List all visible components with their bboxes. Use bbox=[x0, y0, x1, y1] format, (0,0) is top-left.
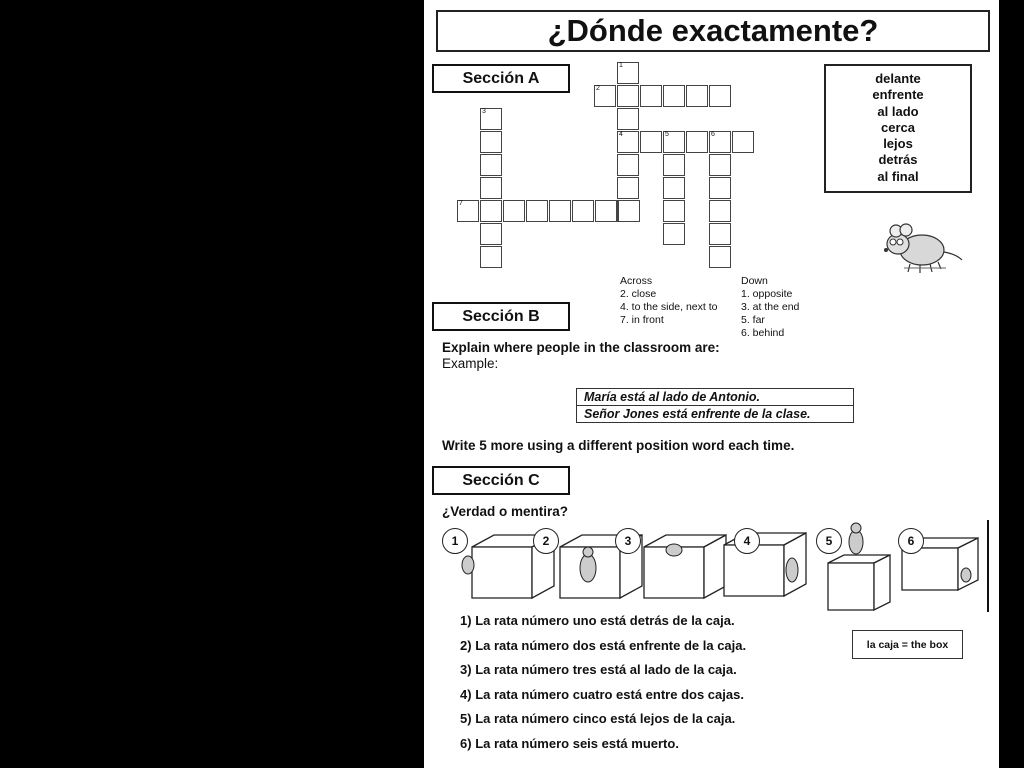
crossword-cell bbox=[663, 223, 685, 245]
statement bbox=[460, 736, 679, 751]
clue: 5. far bbox=[741, 314, 765, 326]
word-bank-item: al lado bbox=[877, 103, 919, 119]
clue: 2. close bbox=[620, 288, 657, 300]
statement-text: La rata número dos está enfrente de la caja. bbox=[475, 638, 747, 653]
statement-text: La rata número tres está al lado de la caja. bbox=[475, 662, 737, 677]
clue: 7. in front bbox=[620, 314, 664, 326]
crossword-grid bbox=[424, 0, 764, 280]
statement bbox=[460, 613, 735, 628]
crossword-cell bbox=[617, 154, 639, 176]
picture-number: 2 bbox=[533, 528, 559, 554]
clue: 3. at the end bbox=[741, 301, 800, 313]
picture-number: 6 bbox=[898, 528, 924, 554]
section-b-header: Sección B bbox=[432, 302, 570, 331]
crossword-cell bbox=[572, 200, 594, 222]
word-bank bbox=[824, 64, 972, 193]
crossword-cell bbox=[480, 154, 502, 176]
crossword-cell bbox=[503, 200, 525, 222]
statement bbox=[460, 638, 746, 653]
page-title: ¿Dónde exactamente? bbox=[436, 10, 990, 52]
rat-illustration bbox=[876, 214, 966, 276]
crossword-cell bbox=[709, 154, 731, 176]
down-clues bbox=[741, 275, 799, 340]
write-count: 5 bbox=[479, 438, 487, 453]
crossword-cell bbox=[709, 200, 731, 222]
statement-text: La rata número cinco está lejos de la caja. bbox=[475, 711, 736, 726]
picture-number: 1 bbox=[442, 528, 468, 554]
crossword-cell bbox=[618, 200, 640, 222]
crossword-number: 6 bbox=[711, 131, 715, 138]
worksheet bbox=[424, 0, 999, 768]
write-instruction bbox=[442, 438, 794, 453]
crossword-cell bbox=[640, 131, 662, 153]
crossword-cell bbox=[663, 154, 685, 176]
down-title: Down bbox=[741, 275, 768, 287]
clue: 6. behind bbox=[741, 327, 785, 339]
across-clues bbox=[620, 275, 717, 327]
crossword-cell bbox=[709, 246, 731, 268]
clue: 4. to the side, next to bbox=[620, 301, 718, 313]
crossword-cell bbox=[480, 246, 502, 268]
section-a-header: Sección A bbox=[432, 64, 570, 93]
statement-number: 4) bbox=[460, 687, 472, 702]
crossword-cell bbox=[549, 200, 571, 222]
crossword-cell bbox=[663, 200, 685, 222]
word-bank-item: lejos bbox=[883, 136, 913, 152]
statement-text: La rata número cuatro está entre dos cajas. bbox=[475, 687, 744, 702]
crossword-number: 4 bbox=[619, 131, 623, 138]
section-b-instruction bbox=[442, 340, 720, 372]
crossword-cell bbox=[617, 177, 639, 199]
statement bbox=[460, 711, 735, 726]
crossword-cell bbox=[480, 200, 502, 222]
crossword-cell bbox=[709, 223, 731, 245]
word-bank-item: delante bbox=[875, 71, 921, 86]
example-label: Example: bbox=[442, 356, 499, 371]
instruction-text: Explain where people in the classroom are: bbox=[442, 340, 720, 355]
crossword-number: 7 bbox=[459, 200, 463, 207]
crossword-cell bbox=[526, 200, 548, 222]
crossword-cell bbox=[709, 85, 731, 107]
statement-number: 5) bbox=[460, 711, 472, 726]
statement-number: 2) bbox=[460, 638, 472, 653]
across-title: Across bbox=[620, 275, 653, 287]
crossword-cell bbox=[732, 131, 754, 153]
crossword-cell bbox=[686, 131, 708, 153]
statement bbox=[460, 687, 744, 702]
example-row: María está al lado de Antonio. bbox=[584, 390, 760, 404]
clue: 1. opposite bbox=[741, 288, 793, 300]
crossword-number: 1 bbox=[619, 62, 623, 69]
crossword-number: 5 bbox=[665, 131, 669, 138]
word-bank-item: cerca bbox=[881, 119, 915, 135]
crossword-cell bbox=[480, 223, 502, 245]
statement-number: 1) bbox=[460, 613, 472, 628]
crossword-cell bbox=[480, 177, 502, 199]
statement-number: 3) bbox=[460, 662, 472, 677]
example-row: Señor Jones está enfrente de la clase. bbox=[577, 405, 853, 422]
crossword-number: 3 bbox=[482, 108, 486, 115]
write-prefix: Write bbox=[442, 438, 480, 453]
crossword-cell bbox=[640, 85, 662, 107]
crossword-cell bbox=[595, 200, 617, 222]
crossword-cell bbox=[617, 85, 639, 107]
crossword-number: 2 bbox=[596, 85, 600, 92]
word-bank-item: enfrente bbox=[872, 87, 924, 103]
word-bank-item: al final bbox=[877, 168, 919, 184]
picture-number: 3 bbox=[615, 528, 641, 554]
statement-text: La rata número uno está detrás de la caja. bbox=[475, 613, 735, 628]
statement-number: 6) bbox=[460, 736, 472, 751]
section-c-header: Sección C bbox=[432, 466, 570, 495]
example-table bbox=[576, 388, 854, 423]
crossword-cell bbox=[617, 108, 639, 130]
crossword-cell bbox=[480, 131, 502, 153]
statement bbox=[460, 662, 737, 677]
picture-number: 5 bbox=[816, 528, 842, 554]
write-suffix: more using a different position word each time. bbox=[486, 438, 795, 453]
picture-number: 4 bbox=[734, 528, 760, 554]
crossword-cell bbox=[663, 177, 685, 199]
crossword-cell bbox=[686, 85, 708, 107]
section-c-question: ¿Verdad o mentira? bbox=[442, 504, 569, 519]
crossword-cell bbox=[709, 177, 731, 199]
crossword-cell bbox=[663, 85, 685, 107]
vocab-note: la caja = the box bbox=[852, 630, 963, 659]
word-bank-item: detrás bbox=[878, 152, 918, 168]
statement-text: La rata número seis está muerto. bbox=[475, 736, 679, 751]
